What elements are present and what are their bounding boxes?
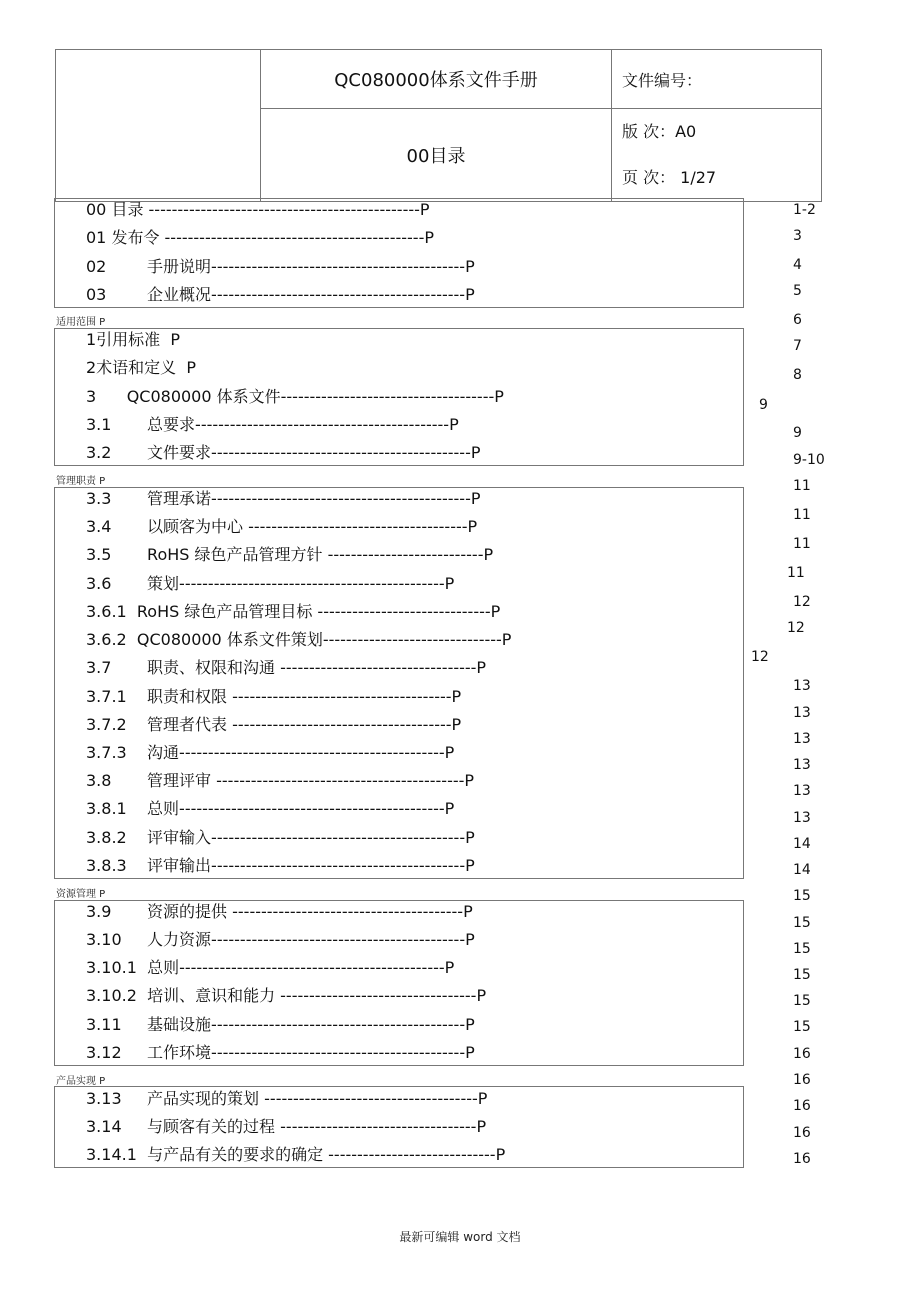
- page-number: 12: [751, 649, 769, 665]
- page-number: 11: [793, 536, 811, 552]
- page-number: 4: [793, 257, 802, 273]
- page-number: 12: [793, 594, 811, 610]
- page-number: 15: [793, 888, 811, 904]
- footer-note: 最新可编辑 word 文档: [399, 1230, 521, 1244]
- toc-line[interactable]: 3.8.2 评审输入--------------------------------------------P: [86, 828, 475, 847]
- document-title: QC080000体系文件手册: [261, 50, 612, 109]
- page-number: 9-10: [793, 452, 825, 468]
- toc-line[interactable]: 3.5 RoHS 绿色产品管理方针 ---------------------------P: [86, 545, 494, 564]
- page-label: 页 次： 1/27: [622, 168, 717, 188]
- page-number: 5: [793, 283, 802, 299]
- toc-line[interactable]: 3.11 基础设施--------------------------------------------P: [86, 1015, 475, 1034]
- header-table: [55, 49, 822, 202]
- toc-line[interactable]: 3.7.2 管理者代表 --------------------------------------P: [86, 715, 462, 734]
- section-label-product: 产品实现 P: [56, 1076, 106, 1087]
- version-page-cell: [612, 109, 822, 202]
- toc-line[interactable]: 3.8.1 总则----------------------------------------------P: [86, 799, 455, 818]
- toc-line[interactable]: 3.6.1 RoHS 绿色产品管理目标 ------------------------------P: [86, 602, 501, 621]
- page-number: 7: [793, 338, 802, 354]
- toc-line[interactable]: 3.6.2 QC080000 体系文件策划-------------------------------P: [86, 630, 512, 649]
- toc-line[interactable]: 3.10.1 总则----------------------------------------------P: [86, 958, 455, 977]
- version-label: 版 次：A0: [622, 122, 697, 142]
- toc-line[interactable]: 3.8.3 评审输出--------------------------------------------P: [86, 856, 475, 875]
- page-number: 15: [793, 967, 811, 983]
- section-label-scope: 适用范围 P: [56, 317, 106, 328]
- page-number: 13: [793, 783, 811, 799]
- toc-line[interactable]: 3.10 人力资源--------------------------------------------P: [86, 930, 475, 949]
- page-number: 6: [793, 312, 802, 328]
- toc-line[interactable]: 01 发布令 ---------------------------------------------P: [86, 228, 434, 247]
- toc-line[interactable]: 3.3 管理承诺---------------------------------------------P: [86, 489, 481, 508]
- page-number: 15: [793, 1019, 811, 1035]
- section-title: 00目录: [261, 109, 612, 202]
- toc-line[interactable]: 3.14.1 与产品有关的要求的确定 -----------------------------P: [86, 1145, 506, 1164]
- page-number: 9: [793, 425, 802, 441]
- page-number: 12: [787, 620, 805, 636]
- page-number: 11: [793, 507, 811, 523]
- doc-number-label: 文件编号：: [612, 50, 822, 109]
- toc-line[interactable]: 3.7.3 沟通----------------------------------------------P: [86, 743, 455, 762]
- logo-cell: [56, 50, 261, 202]
- section-label-management: 管理职责 P: [56, 476, 106, 487]
- page-number: 13: [793, 757, 811, 773]
- page-number: 15: [793, 993, 811, 1009]
- toc-line[interactable]: 3.1 总要求--------------------------------------------P: [86, 415, 459, 434]
- page-number: 14: [793, 836, 811, 852]
- page-number: 11: [793, 478, 811, 494]
- toc-line[interactable]: 3.7 职责、权限和沟通 ----------------------------------P: [86, 658, 487, 677]
- page-number: 16: [793, 1046, 811, 1062]
- page-number: 16: [793, 1125, 811, 1141]
- toc-line[interactable]: 3 QC080000 体系文件-------------------------------------P: [86, 387, 504, 406]
- toc-line[interactable]: 3.4 以顾客为中心 --------------------------------------P: [86, 517, 478, 536]
- toc-line[interactable]: 3.2 文件要求---------------------------------------------P: [86, 443, 481, 462]
- toc-line[interactable]: 02 手册说明--------------------------------------------P: [86, 257, 475, 276]
- page-number: 14: [793, 862, 811, 878]
- toc-line[interactable]: 3.13 产品实现的策划 -------------------------------------P: [86, 1089, 488, 1108]
- toc-line[interactable]: 00 目录 -----------------------------------------------P: [86, 200, 430, 219]
- toc-line[interactable]: 3.6 策划----------------------------------------------P: [86, 574, 455, 593]
- section-label-resources: 资源管理 P: [56, 889, 106, 900]
- page-number: 11: [787, 565, 805, 581]
- toc-line[interactable]: 3.7.1 职责和权限 --------------------------------------P: [86, 687, 462, 706]
- toc-line[interactable]: 03 企业概况--------------------------------------------P: [86, 285, 475, 304]
- page-number: 16: [793, 1072, 811, 1088]
- page-number: 15: [793, 915, 811, 931]
- toc-line[interactable]: 3.9 资源的提供 ----------------------------------------P: [86, 902, 473, 921]
- page-number: 15: [793, 941, 811, 957]
- page-number: 13: [793, 678, 811, 694]
- page-number: 16: [793, 1098, 811, 1114]
- toc-line[interactable]: 3.10.2 培训、意识和能力 ----------------------------------P: [86, 986, 487, 1005]
- page-number: 13: [793, 810, 811, 826]
- page-number: 9: [759, 397, 768, 413]
- page-number: 13: [793, 731, 811, 747]
- page-number: 13: [793, 705, 811, 721]
- page-number: 8: [793, 367, 802, 383]
- toc-line[interactable]: 3.14 与顾客有关的过程 ----------------------------------P: [86, 1117, 487, 1136]
- toc-line[interactable]: 1引用标准 P: [86, 330, 181, 349]
- page-number: 16: [793, 1151, 811, 1167]
- page-number: 1-2: [793, 202, 816, 218]
- toc-line[interactable]: 2术语和定义 P: [86, 358, 197, 377]
- page-number: 3: [793, 228, 802, 244]
- toc-line[interactable]: 3.12 工作环境--------------------------------------------P: [86, 1043, 475, 1062]
- toc-line[interactable]: 3.8 管理评审 -------------------------------------------P: [86, 771, 475, 790]
